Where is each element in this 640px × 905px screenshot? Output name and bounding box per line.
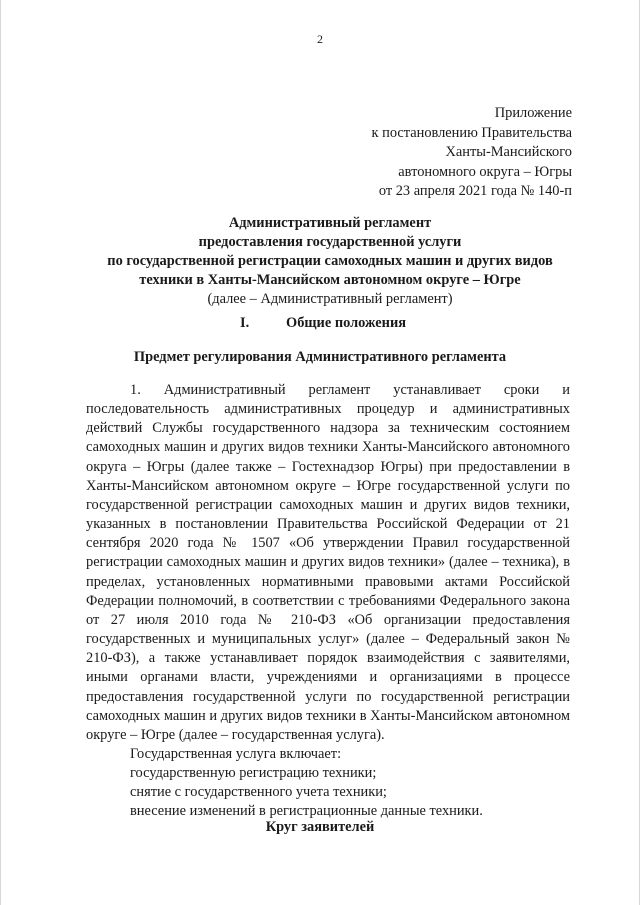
title-line: техники в Ханты-Мансийском автономном округе – Югре [139, 272, 521, 288]
service-includes: Государственная услуга включает: [130, 745, 342, 762]
appendix-line: к постановлению Правительства [371, 124, 572, 141]
subheading-applicants: Круг заявителей [265, 819, 375, 835]
body-text [86, 381, 570, 822]
page-edge-left [0, 0, 1, 905]
title-line: предоставления государственной услуги [198, 234, 462, 250]
document-title [60, 214, 600, 309]
paragraph-1: 1. Административный регламент устанавливает сроки и последовательность административных процедур и административных действий Службы государственного надзора за техническим состоянием самоходных машин и других видов техники Ханты-Мансийского автономного округа – Югры (далее также – Гостехнадзор Югры) при предоставлении в Ханты-Мансийском автономном округе – Югре государственной услуги по государственной регистрации самоходных машин и других видов техники, указанных в постановлении Правительства Российской Федерации от 21 сентября 2020 года № 1507 «Об утверждении Правил государственной регистрации самоходных машин и других видов техники» (далее – техника), в пределах, установленных нормативными правовыми актами Российской Федерации полномочий, в соответствии с требованиями Федерального закона от 27 июля 2010 года № 210-ФЗ «Об организации предоставления государственных и муниципальных услуг» (далее – Федеральный закон № 210-ФЗ), а также устанавливает порядок взаимодействия с заявителями, иными органами власти, учреждениями и организациями в процессе предоставления государственной услуги по государственной регистрации самоходных машин и других видов техники в Ханты-Мансийском автономном округе – Югре (далее – государственная услуга). [86, 382, 570, 743]
list-item: государственную регистрацию техники; [130, 765, 377, 782]
section-number: I. [240, 315, 250, 331]
section-title: Общие положения [286, 315, 407, 331]
list-item: внесение изменений в регистрационные данные техники. [130, 803, 483, 820]
list-item: снятие с государственного учета техники; [130, 784, 387, 801]
title-note: (далее – Административный регламент) [207, 291, 453, 307]
title-line: Административный регламент [228, 215, 432, 231]
appendix-line: от 23 апреля 2021 года № 140-п [378, 183, 572, 199]
title-line: по государственной регистрации самоходных машин и других видов [107, 253, 553, 269]
appendix-line: Приложение [494, 105, 572, 121]
appendix-block [372, 104, 572, 202]
appendix-line: Ханты-Мансийского [445, 144, 572, 160]
page-number: 2 [317, 32, 323, 46]
appendix-line: автономного округа – Югры [398, 163, 572, 180]
subheading-subject: Предмет регулирования Административного регламента [133, 349, 507, 365]
